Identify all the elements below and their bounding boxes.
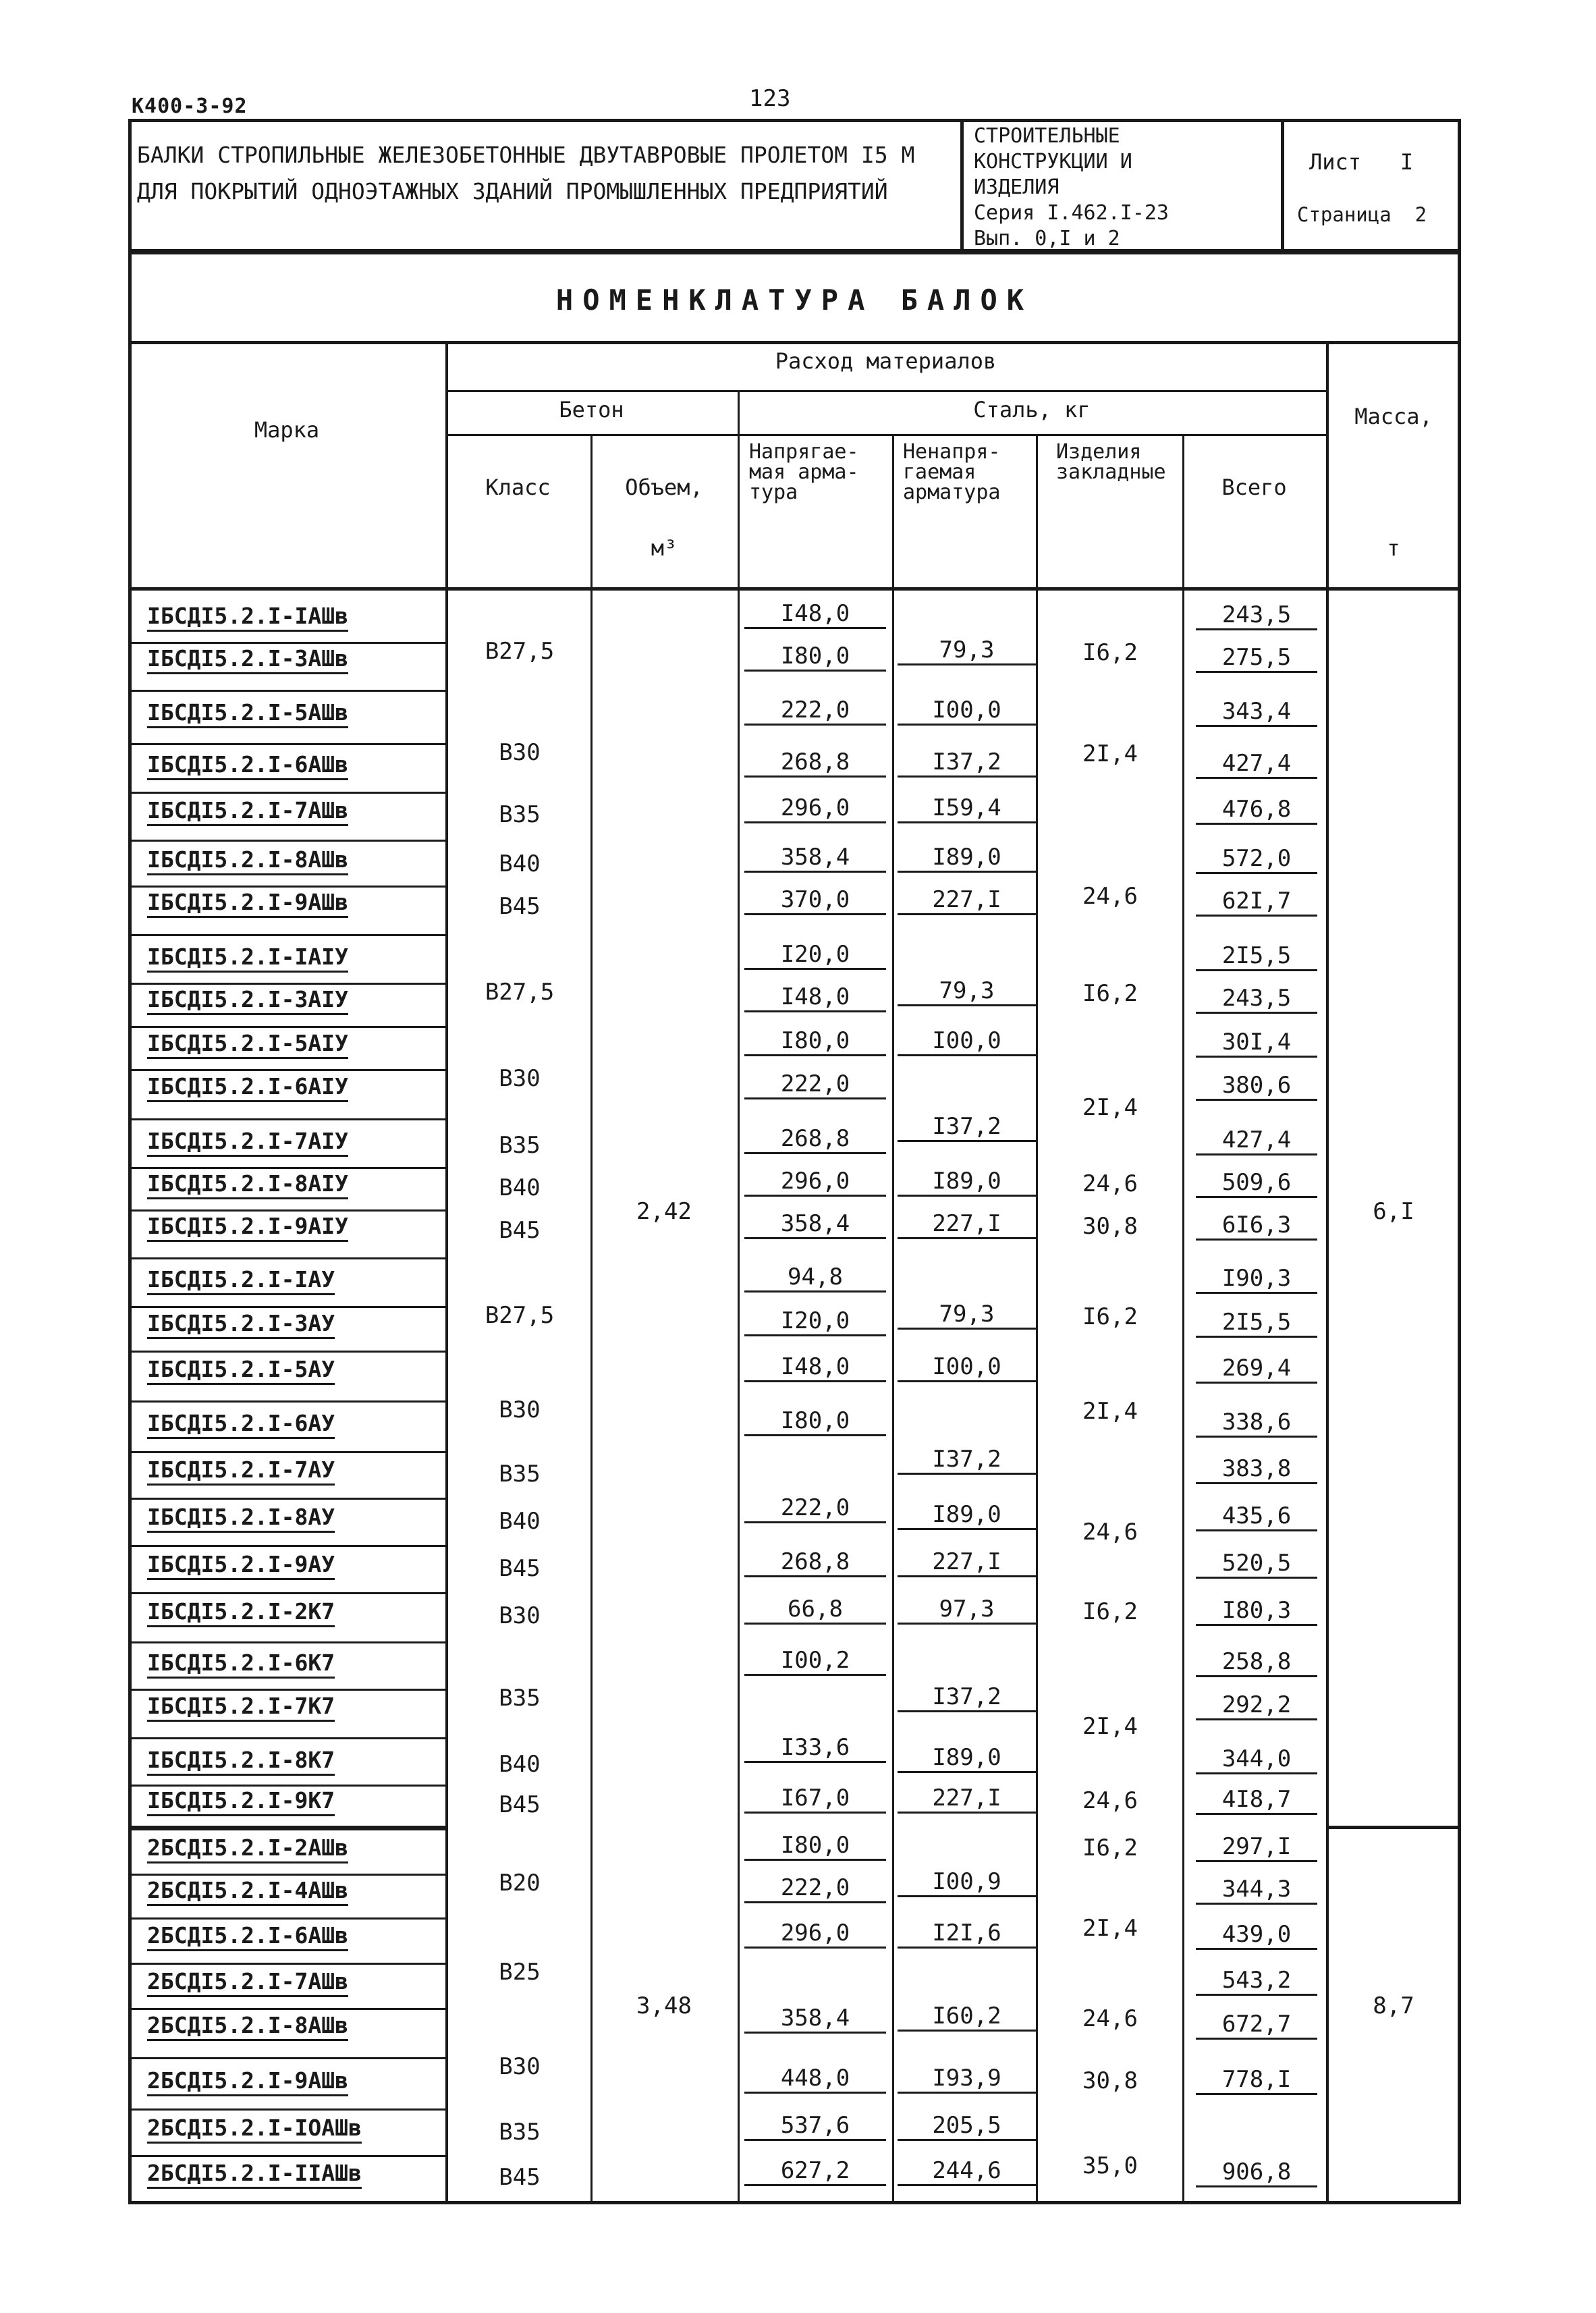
nonprestressed-steel: 97,3 [898, 1596, 1036, 1625]
grid-line [1182, 587, 1184, 2204]
concrete-class: В27,5 [485, 978, 555, 1006]
beam-mass: 8,7 [1373, 1992, 1414, 2019]
nonprestressed-steel: 79,3 [898, 977, 1036, 1006]
nonprestressed-steel: I00,0 [898, 1353, 1036, 1382]
concrete-class: В35 [499, 1461, 541, 1488]
concrete-class: В40 [499, 1751, 541, 1778]
total-steel: 778,I [1196, 2066, 1317, 2095]
concrete-class: В27,5 [485, 1301, 555, 1329]
grid-line [128, 1917, 445, 1920]
beam-mark: IБСДI5.2.I-9АШв [147, 889, 348, 918]
nonprestressed-steel: I00,0 [898, 1027, 1036, 1056]
embedded-items: I6,2 [1082, 1834, 1138, 1861]
page-label: Страница [1297, 203, 1392, 226]
beam-mark: IБСДI5.2.I-3АIУ [147, 986, 348, 1015]
prestressed-steel: 222,0 [744, 1070, 886, 1099]
title-divider [1281, 122, 1284, 249]
column-header-volume-unit: м³ [651, 535, 678, 561]
concrete-class: В45 [499, 1791, 541, 1818]
beam-mark: IБСДI5.2.I-6К7 [147, 1650, 335, 1679]
grid-line [128, 1785, 445, 1787]
beam-mark: IБСДI5.2.I-8К7 [147, 1747, 335, 1776]
concrete-class: В30 [499, 1396, 541, 1423]
concrete-volume: 2,42 [636, 1198, 692, 1225]
nonprestressed-steel: I37,2 [898, 749, 1036, 778]
total-steel: 258,8 [1196, 1648, 1317, 1677]
prestressed-steel: 268,8 [744, 1125, 886, 1154]
nonprestressed-steel: 79,3 [898, 636, 1036, 665]
embedded-items: I6,2 [1082, 979, 1138, 1007]
concrete-class: В35 [499, 801, 541, 828]
prestressed-steel: 370,0 [744, 886, 886, 915]
grid-line [738, 587, 740, 2204]
grid-line [128, 1257, 445, 1259]
nonprestressed-steel: I37,2 [898, 1446, 1036, 1475]
beam-mark: 2БСДI5.2.I-6АШв [147, 1922, 348, 1951]
beam-mark: 2БСДI5.2.I-4АШв [147, 1877, 348, 1906]
grid-line [128, 840, 445, 842]
prestressed-steel: I48,0 [744, 600, 886, 629]
total-steel: 543,2 [1196, 1967, 1317, 1996]
beam-mark: IБСДI5.2.I-6АIУ [147, 1073, 348, 1102]
document-title [137, 137, 1085, 210]
prestressed-steel: 448,0 [744, 2065, 886, 2094]
grid-line [128, 1118, 445, 1120]
prestressed-steel: 94,8 [744, 1263, 886, 1292]
nonprestressed-steel: I00,0 [898, 697, 1036, 726]
prestressed-steel: I48,0 [744, 983, 886, 1012]
beam-mark: IБСДI5.2.I-6АУ [147, 1410, 335, 1439]
page-value: 2 [1414, 203, 1427, 226]
column-header-total: Всего [1221, 474, 1287, 500]
series-line: Вып. 0,I и 2 [974, 227, 1120, 250]
grid-line [128, 2155, 445, 2157]
beam-mark: IБСДI5.2.I-7АШв [147, 797, 348, 826]
concrete-class: В30 [499, 1065, 541, 1092]
total-steel: 572,0 [1196, 845, 1317, 874]
column-header-prestressed: Напрягае- [749, 440, 859, 464]
beam-mark: IБСДI5.2.I-7АУ [147, 1457, 335, 1486]
grid-line [128, 1737, 445, 1739]
nonprestressed-steel: 79,3 [898, 1301, 1036, 1330]
section-title: НОМЕНКЛАТУРА БАЛОК [555, 283, 1034, 317]
grid-line [128, 1167, 445, 1169]
total-steel: 2I5,5 [1196, 942, 1317, 971]
prestressed-steel: I80,0 [744, 1407, 886, 1436]
total-steel: 292,2 [1196, 1691, 1317, 1720]
grid-line [590, 587, 593, 2204]
nonprestressed-steel: 244,6 [898, 2157, 1036, 2186]
total-steel: 243,5 [1196, 601, 1317, 630]
grid-line [892, 434, 894, 587]
beam-mark: IБСДI5.2.I-7АIУ [147, 1128, 348, 1157]
series-info [974, 124, 1271, 252]
total-steel: 344,3 [1196, 1876, 1317, 1905]
embedded-items: 24,6 [1082, 2005, 1138, 2032]
column-header-mass-unit: т [1387, 535, 1400, 561]
beam-mark: IБСДI5.2.I-8АШв [147, 846, 348, 875]
sheet-number [1309, 149, 1413, 175]
beam-mark: IБСДI5.2.I-9К7 [147, 1787, 335, 1816]
embedded-items: 24,6 [1082, 1787, 1138, 1814]
prestressed-steel: 358,4 [744, 1210, 886, 1239]
prestressed-steel: I00,2 [744, 1647, 886, 1676]
prestressed-steel: 66,8 [744, 1596, 886, 1625]
grid-line [590, 434, 593, 587]
concrete-class: В20 [499, 1869, 541, 1897]
prestressed-steel: 268,8 [744, 749, 886, 778]
grid-line [128, 1689, 445, 1691]
nonprestressed-steel: I60,2 [898, 2003, 1036, 2032]
grid-line [892, 587, 894, 2204]
beam-mark: 2БСДI5.2.I-IIАШв [147, 2160, 362, 2189]
total-steel: 243,5 [1196, 985, 1317, 1014]
total-steel: 509,6 [1196, 1169, 1317, 1198]
embedded-items: 2I,4 [1082, 740, 1138, 767]
nonprestressed-steel: I89,0 [898, 1744, 1036, 1773]
nonprestressed-steel: I59,4 [898, 794, 1036, 823]
embedded-items: 2I,4 [1082, 1398, 1138, 1425]
grid-line [128, 1451, 445, 1453]
embedded-items: 30,8 [1082, 1213, 1138, 1240]
total-steel: 62I,7 [1196, 888, 1317, 917]
concrete-class: В40 [499, 850, 541, 877]
beam-mark: IБСДI5.2.I-9АУ [147, 1551, 335, 1580]
prestressed-steel: 222,0 [744, 1494, 886, 1523]
beam-mark: 2БСДI5.2.I-IОАШв [147, 2115, 362, 2144]
beam-mark: IБСДI5.2.I-8АУ [147, 1504, 335, 1533]
embedded-items: 24,6 [1082, 1519, 1138, 1546]
column-header-materials: Расход материалов [775, 348, 997, 374]
sheet-value: I [1400, 149, 1414, 175]
total-steel: 269,4 [1196, 1355, 1317, 1384]
grid-line [128, 1498, 445, 1500]
grid-line [128, 1306, 445, 1308]
beam-mark: 2БСДI5.2.I-9АШв [147, 2067, 348, 2096]
column-header-prestressed: мая арма- [749, 460, 859, 484]
document-code: К400-3-92 [132, 94, 248, 118]
total-steel: 297,I [1196, 1833, 1317, 1862]
beam-mark: IБСДI5.2.I-3АШв [147, 645, 348, 674]
grid-line [128, 1209, 445, 1212]
column-header-nonprestressed: гаемая [903, 460, 976, 484]
embedded-items: 30,8 [1082, 2067, 1138, 2094]
embedded-items: I6,2 [1082, 1598, 1138, 1625]
total-steel: 383,8 [1196, 1455, 1317, 1484]
nonprestressed-steel: I37,2 [898, 1113, 1036, 1142]
title-line-2: ДЛЯ ПОКРЫТИЙ ОДНОЭТАЖНЫХ ЗДАНИЙ ПРОМЫШЛЕННЫХ ПРЕДПРИЯТИЙ [137, 178, 888, 205]
prestressed-steel: I80,0 [744, 1832, 886, 1861]
series-line: ИЗДЕЛИЯ [974, 175, 1060, 199]
grid-line [128, 690, 445, 692]
grid-line [128, 2008, 445, 2010]
embedded-items: 2I,4 [1082, 1093, 1138, 1121]
nonprestressed-steel: 227,I [898, 886, 1036, 915]
grid-line [1036, 587, 1038, 2204]
nonprestressed-steel: I89,0 [898, 844, 1036, 873]
grid-line [1036, 434, 1038, 587]
grid-line [128, 792, 445, 794]
concrete-class: В27,5 [485, 637, 555, 665]
prestressed-steel: I80,0 [744, 1027, 886, 1056]
concrete-volume: 3,48 [636, 1992, 692, 2019]
concrete-class: В45 [499, 1555, 541, 1582]
beam-mark: IБСДI5.2.I-5АШв [147, 699, 348, 728]
prestressed-steel: 627,2 [744, 2157, 886, 2186]
concrete-class: В40 [499, 1174, 541, 1201]
prestressed-steel: 296,0 [744, 1168, 886, 1197]
column-header-steel: Сталь, кг [973, 397, 1091, 423]
column-header-embedded: Изделия [1056, 440, 1142, 464]
prestressed-steel: 358,4 [744, 844, 886, 873]
series-line: КОНСТРУКЦИИ И [974, 150, 1132, 173]
column-header-mass: Масса, [1354, 404, 1433, 429]
nonprestressed-steel: I89,0 [898, 1501, 1036, 1530]
beam-mark: IБСДI5.2.I-2К7 [147, 1598, 335, 1627]
embedded-items: 24,6 [1082, 1170, 1138, 1197]
prestressed-steel: 222,0 [744, 697, 886, 726]
nonprestressed-steel: I89,0 [898, 1168, 1036, 1197]
grid-line [1326, 587, 1328, 2204]
total-steel: 427,4 [1196, 1126, 1317, 1155]
series-line: СТРОИТЕЛЬНЫЕ [974, 124, 1120, 148]
grid-line [128, 1592, 445, 1594]
sheet-label: Лист [1309, 149, 1362, 175]
nonprestressed-steel: I37,2 [898, 1683, 1036, 1712]
embedded-items: I6,2 [1082, 1303, 1138, 1330]
title-line-1: БАЛКИ СТРОПИЛЬНЫЕ ЖЕЛЕЗОБЕТОННЫЕ ДВУТАВРОВЫЕ ПРОЛЕТОМ I5 М [137, 142, 915, 168]
embedded-items: I6,2 [1082, 638, 1138, 666]
grid-line [128, 587, 1461, 591]
beam-mark: IБСДI5.2.I-3АУ [147, 1310, 335, 1339]
grid-line [128, 983, 445, 985]
prestressed-steel: I67,0 [744, 1785, 886, 1814]
concrete-class: В45 [499, 2164, 541, 2191]
prestressed-steel: 222,0 [744, 1874, 886, 1903]
grid-line [128, 1069, 445, 1071]
prestressed-steel: I80,0 [744, 643, 886, 672]
grid-line [128, 2108, 445, 2111]
total-steel: 672,7 [1196, 2011, 1317, 2040]
beam-mark: IБСДI5.2.I-IАШв [147, 603, 348, 632]
total-steel: I80,3 [1196, 1597, 1317, 1626]
prestressed-steel: I20,0 [744, 941, 886, 970]
concrete-class: В35 [499, 2119, 541, 2146]
column-header-prestressed: тура [749, 481, 798, 504]
nonprestressed-steel: I2I,6 [898, 1920, 1036, 1949]
total-steel: 906,8 [1196, 2158, 1317, 2187]
nonprestressed-steel: 205,5 [898, 2112, 1036, 2141]
grid-line [128, 743, 445, 745]
total-steel: 30I,4 [1196, 1029, 1317, 1058]
beam-mark: IБСДI5.2.I-5АIУ [147, 1030, 348, 1059]
total-steel: I90,3 [1196, 1265, 1317, 1294]
beam-mark: IБСДI5.2.I-IАIУ [147, 944, 348, 973]
nonprestressed-steel: 227,I [898, 1548, 1036, 1577]
column-header-nonprestressed: Ненапря- [903, 440, 1001, 464]
grid-line [128, 934, 445, 936]
beam-mark: IБСДI5.2.I-IАУ [147, 1266, 335, 1295]
page-number: 123 [749, 85, 791, 112]
total-steel: 439,0 [1196, 1921, 1317, 1950]
total-steel: 380,6 [1196, 1072, 1317, 1101]
grid-line [445, 341, 448, 2204]
column-header-embedded: закладные [1056, 460, 1166, 484]
concrete-class: В35 [499, 1132, 541, 1159]
grid-line [445, 390, 1326, 392]
grid-line [128, 251, 1461, 254]
grid-line [128, 1641, 445, 1643]
concrete-class: В35 [499, 1685, 541, 1712]
concrete-class: В25 [499, 1959, 541, 1986]
beam-mass: 6,I [1373, 1198, 1414, 1225]
prestressed-steel: 358,4 [744, 2005, 886, 2034]
total-steel: 2I5,5 [1196, 1309, 1317, 1338]
total-steel: 343,4 [1196, 698, 1317, 727]
beam-mark: 2БСДI5.2.I-7АШв [147, 1968, 348, 1997]
total-steel: 435,6 [1196, 1502, 1317, 1531]
embedded-items: 35,0 [1082, 2152, 1138, 2179]
column-header-nonprestressed: арматура [903, 481, 1001, 504]
beam-mark: 2БСДI5.2.I-2АШв [147, 1834, 348, 1863]
nonprestressed-steel: I00,9 [898, 1868, 1036, 1897]
prestressed-steel: 296,0 [744, 1920, 886, 1949]
embedded-items: 24,6 [1082, 882, 1138, 910]
grid-line [128, 1826, 445, 1829]
total-steel: 275,5 [1196, 644, 1317, 673]
prestressed-steel: 537,6 [744, 2112, 886, 2141]
column-header-concrete: Бетон [559, 397, 624, 423]
concrete-class: В45 [499, 893, 541, 920]
prestressed-steel: I33,6 [744, 1734, 886, 1763]
beam-mark: IБСДI5.2.I-8АIУ [147, 1170, 348, 1199]
beam-mark: IБСДI5.2.I-6АШв [147, 751, 348, 780]
beam-mark: IБСДI5.2.I-7К7 [147, 1693, 335, 1722]
grid-line [128, 886, 445, 888]
concrete-class: В30 [499, 1602, 541, 1629]
beam-mark: IБСДI5.2.I-9АIУ [147, 1213, 348, 1242]
prestressed-steel: 268,8 [744, 1548, 886, 1577]
grid-line [128, 1026, 445, 1028]
concrete-class: В30 [499, 738, 541, 766]
grid-line [128, 341, 1461, 344]
series-line: Серия I.462.I-23 [974, 201, 1169, 225]
embedded-items: 2I,4 [1082, 1914, 1138, 1942]
beam-mark: IБСДI5.2.I-5АУ [147, 1356, 335, 1385]
beam-mark: 2БСДI5.2.I-8АШв [147, 2012, 348, 2041]
grid-line [128, 1351, 445, 1353]
nonprestressed-steel: 227,I [898, 1785, 1036, 1814]
column-header-mark: Марка [254, 417, 320, 443]
page-info [1297, 203, 1427, 226]
grid-line [128, 1400, 445, 1403]
grid-line [128, 2057, 445, 2059]
title-block [128, 119, 1461, 252]
prestressed-steel: I48,0 [744, 1353, 886, 1382]
total-steel: 338,6 [1196, 1409, 1317, 1438]
grid-line [128, 1545, 445, 1547]
total-steel: 344,0 [1196, 1745, 1317, 1774]
grid-line [445, 434, 1326, 436]
nonprestressed-steel: 227,I [898, 1210, 1036, 1239]
column-header-class: Класс [485, 474, 551, 500]
grid-line [128, 642, 445, 644]
total-steel: 6I6,3 [1196, 1212, 1317, 1241]
concrete-class: В30 [499, 2053, 541, 2080]
embedded-items: 2I,4 [1082, 1713, 1138, 1740]
column-header-volume: Объем, [625, 474, 703, 500]
total-steel: 476,8 [1196, 796, 1317, 825]
total-steel: 4I8,7 [1196, 1786, 1317, 1815]
grid-line [1182, 434, 1184, 587]
nonprestressed-steel: I93,9 [898, 2065, 1036, 2094]
total-steel: 427,4 [1196, 750, 1317, 779]
concrete-class: В45 [499, 1217, 541, 1244]
prestressed-steel: I20,0 [744, 1307, 886, 1336]
title-divider [960, 122, 964, 249]
grid-line [1326, 1826, 1461, 1829]
concrete-class: В40 [499, 1508, 541, 1535]
prestressed-steel: 296,0 [744, 794, 886, 823]
grid-line [128, 1963, 445, 1965]
grid-line [128, 1874, 445, 1876]
total-steel: 520,5 [1196, 1550, 1317, 1579]
